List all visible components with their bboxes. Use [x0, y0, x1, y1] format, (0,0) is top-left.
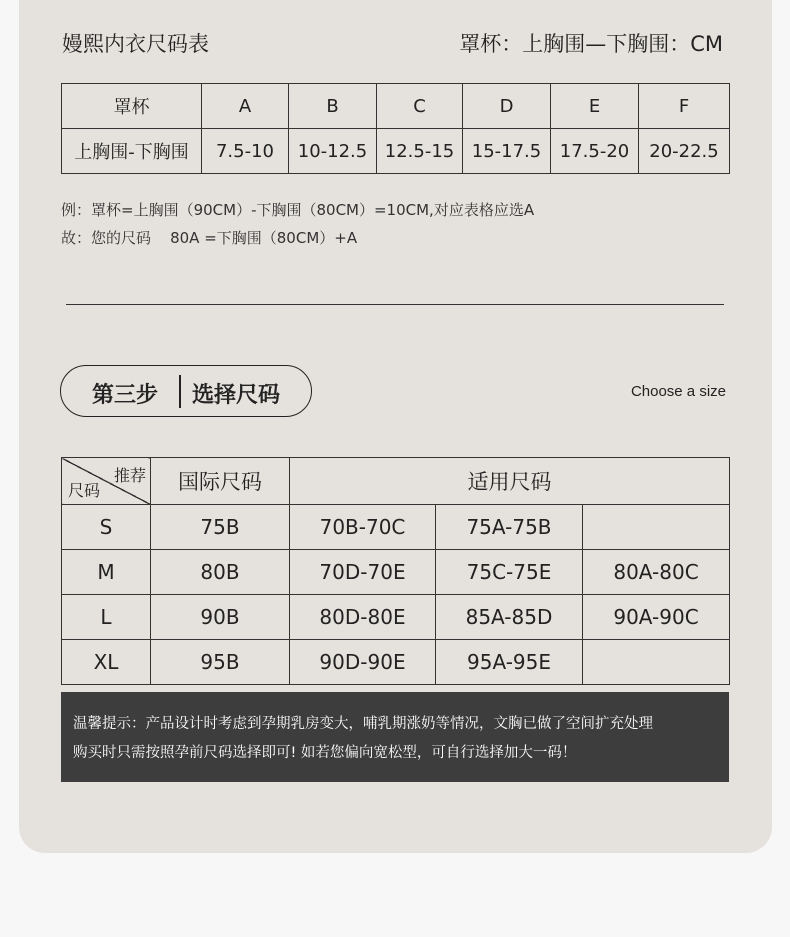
cup-range-cell: 12.5-15: [377, 129, 463, 174]
size-cell: M: [62, 550, 151, 595]
cup-row-label: 上胸围-下胸围: [62, 129, 202, 174]
cup-header-cell: A: [202, 84, 289, 129]
tip-line: 购买时只需按照孕前尺码选择即可! 如若您偏向宽松型，可自行选择加大一码！: [73, 745, 577, 761]
fit-size-cell: 85A-85D: [436, 595, 583, 640]
cup-range-cell: 20-22.5: [639, 129, 730, 174]
cup-table-header-row: [62, 84, 730, 129]
corner-cell: [62, 458, 151, 505]
page-title: 嫚熙内衣尺码表: [62, 32, 209, 56]
step-badge: [60, 365, 312, 417]
size-recommendation-table: [61, 457, 730, 685]
fit-size-cell: 70D-70E: [290, 550, 436, 595]
fit-size-cell: 75C-75E: [436, 550, 583, 595]
corner-bottom-label: 尺码: [68, 481, 101, 500]
cup-header-cell: E: [551, 84, 639, 129]
fit-size-cell: 90A-90C: [583, 595, 730, 640]
intl-size-header: 国际尺码: [151, 458, 290, 505]
fit-size-cell: [583, 505, 730, 550]
example-note: 例：罩杯=上胸围（90CM）-下胸围（80CM）=10CM,对应表格应选A: [61, 201, 535, 219]
cup-range-cell: 7.5-10: [202, 129, 289, 174]
cup-size-table: [61, 83, 730, 174]
fit-size-cell: 90D-90E: [290, 640, 436, 685]
step-english-label: Choose a size: [630, 383, 726, 400]
intl-size-cell: 75B: [151, 505, 290, 550]
cup-header-cell: 罩杯: [62, 84, 202, 129]
cup-formula: 罩杯：上胸围—下胸围：CM: [459, 32, 723, 56]
tip-box: [61, 692, 729, 782]
cup-header-cell: C: [377, 84, 463, 129]
table-row: [62, 505, 730, 550]
size-cell: XL: [62, 640, 151, 685]
table-row: [62, 550, 730, 595]
step-separator: [179, 375, 181, 408]
fit-size-cell: 80A-80C: [583, 550, 730, 595]
cup-header-cell: D: [463, 84, 551, 129]
cup-range-cell: 10-12.5: [289, 129, 377, 174]
fit-size-header: 适用尺码: [290, 458, 730, 505]
cup-header-cell: F: [639, 84, 730, 129]
fit-size-cell: [583, 640, 730, 685]
size-cell: L: [62, 595, 151, 640]
corner-top-label: 推荐: [113, 466, 146, 485]
result-note: 故：您的尺码 80A =下胸围（80CM）+A: [61, 229, 358, 247]
cup-range-cell: 15-17.5: [463, 129, 551, 174]
intl-size-cell: 80B: [151, 550, 290, 595]
intl-size-cell: 95B: [151, 640, 290, 685]
cup-table-row: [62, 129, 730, 174]
table-row: [62, 640, 730, 685]
table-row: [62, 595, 730, 640]
size-cell: S: [62, 505, 151, 550]
cup-header-cell: B: [289, 84, 377, 129]
cup-range-cell: 17.5-20: [551, 129, 639, 174]
step-title: 选择尺码: [192, 383, 281, 408]
step-number: 第三步: [92, 383, 159, 408]
section-divider: [66, 304, 724, 305]
intl-size-cell: 90B: [151, 595, 290, 640]
fit-size-cell: 95A-95E: [436, 640, 583, 685]
size-table-header-row: [62, 458, 730, 505]
fit-size-cell: 70B-70C: [290, 505, 436, 550]
tip-line: 温馨提示：产品设计时考虑到孕期乳房变大，哺乳期涨奶等情况，文胸已做了空间扩充处理: [73, 716, 653, 732]
fit-size-cell: 80D-80E: [290, 595, 436, 640]
fit-size-cell: 75A-75B: [436, 505, 583, 550]
